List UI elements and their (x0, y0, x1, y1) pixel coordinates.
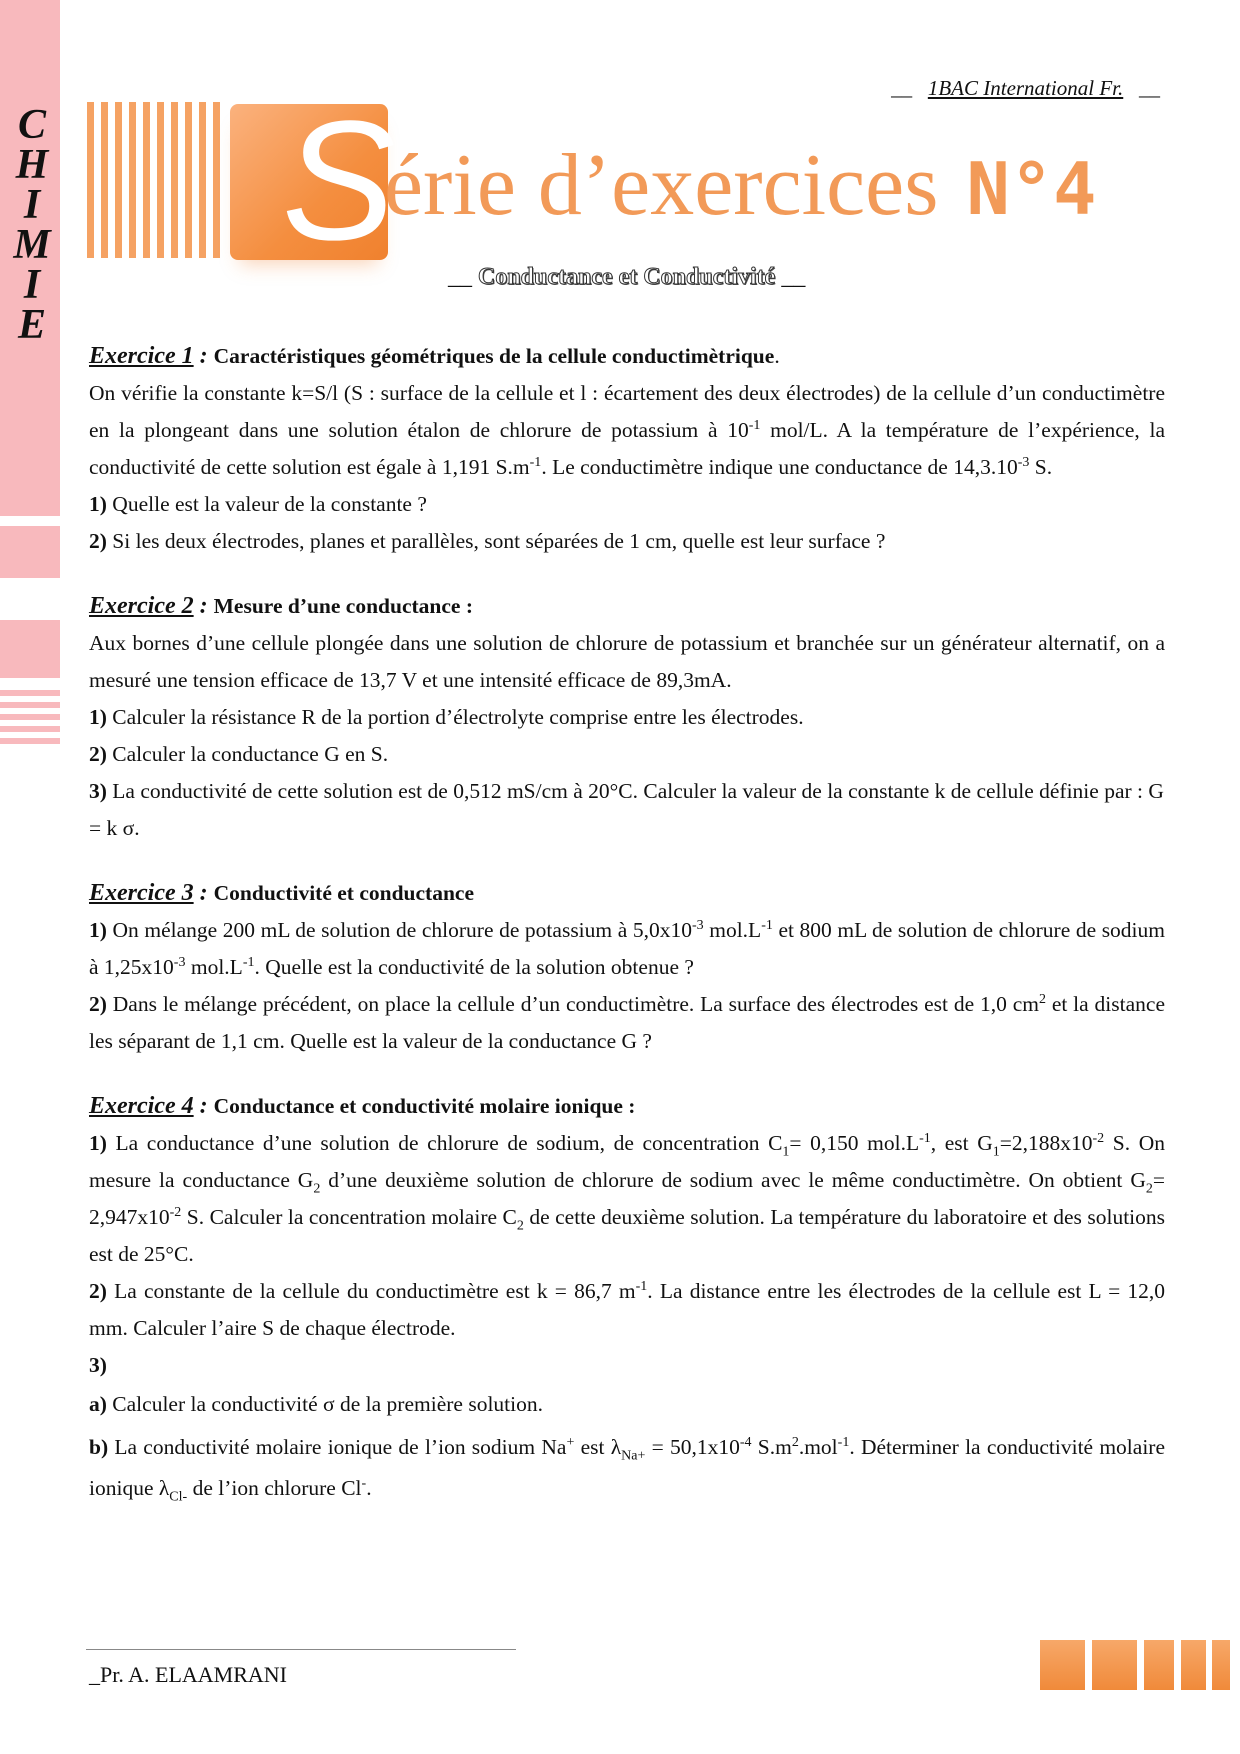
question-text: Si les deux électrodes, planes et parallèles, sont séparées de 1 cm, quelle est leur surface ? (112, 529, 886, 553)
decor-square (1092, 1640, 1137, 1690)
text-run: . Déterminer la conductivité molaire ionique λ (89, 1435, 1166, 1500)
question (89, 1273, 1165, 1347)
subscript: 2 (516, 1218, 524, 1234)
text-run: est λ (574, 1435, 622, 1459)
sub-question (89, 1427, 1165, 1509)
exponent: -3 (691, 917, 704, 933)
decor-square (1040, 1640, 1085, 1690)
text-run: Dans le mélange précédent, on place la cellule d’un conductimètre. La surface des électrodes est de 1,0 cm (112, 992, 1039, 1016)
exercise-label: Exercice 4 (89, 1093, 194, 1119)
question-number: 3) (89, 1353, 107, 1377)
text-run: = 0,150 mol.L (789, 1131, 920, 1155)
question (89, 1347, 1165, 1384)
exponent: -1 (242, 954, 255, 970)
sub-question (89, 1386, 1165, 1423)
text-run: S. (1029, 455, 1053, 479)
left-sidebar (0, 0, 60, 1754)
question-text: Calculer la résistance R de la portion d’électrolyte comprise entre les électrodes. (112, 705, 804, 729)
subtitle-prefix: __ (448, 264, 472, 290)
exercise-3-heading (89, 875, 1165, 912)
class-label (891, 76, 1160, 101)
exercise-4-heading (89, 1088, 1165, 1125)
exponent: -4 (739, 1434, 752, 1450)
sub-question-text: Calculer la conductivité σ de la première solution. (112, 1392, 543, 1416)
exponent: -1 (761, 917, 773, 933)
decor-square (1212, 1640, 1230, 1690)
exponent: -3 (1017, 454, 1030, 470)
heading-colon: : (193, 880, 214, 906)
exercise-label: Exercice 3 (89, 880, 194, 906)
sidebar-band-middle (0, 526, 60, 578)
footer-author: _Pr. A. ELAAMRANI (89, 1662, 288, 1687)
decor-bar (199, 102, 206, 258)
text-run: mol/L. A la température de l’expérience, la conductivité de cette solution est égale à 1,191 S.m (89, 418, 1165, 479)
footer-divider (86, 1649, 516, 1650)
subscript: Na+ (621, 1448, 646, 1464)
exponent: -3 (173, 954, 186, 970)
question (89, 912, 1165, 986)
exercise-label: Exercice 1 (89, 343, 194, 369)
question (89, 986, 1165, 1060)
exercise-2-heading (89, 588, 1165, 625)
subscript: 2 (1145, 1181, 1153, 1197)
subject-letter: I (23, 182, 41, 228)
question (89, 699, 1165, 736)
question-number: 2) (89, 529, 107, 553)
text-run: .mol (798, 1435, 838, 1459)
text-run: S.m (751, 1435, 792, 1459)
subscript: 2 (313, 1181, 321, 1197)
text-run: = 50,1x10 (645, 1435, 740, 1459)
subject-letter: I (23, 262, 41, 308)
text-run: La conductance d’une solution de chlorure de sodium, de concentration C (115, 1131, 783, 1155)
question-number: 1) (89, 1131, 107, 1155)
series-number: N°4 (966, 147, 1097, 231)
exercise-1-heading: Exercice 1 : Caractéristiques géométriques de la cellule conductimètrique. (89, 343, 780, 369)
page-subtitle (448, 264, 805, 291)
question-number: 2) (89, 1279, 107, 1303)
text-run: . La distance entre les électrodes de la cellule est L = 12,0 mm. Calculer l’aire S de chaque électrode. (89, 1279, 1165, 1340)
sidebar-stripe (0, 738, 60, 744)
text-run: La conductivité molaire ionique de l’ion sodium Na (114, 1435, 567, 1459)
question-number: 2) (89, 742, 107, 766)
question-text: La conductivité de cette solution est de 0,512 mS/cm à 20°C. Calculer la valeur de la constante k de cellule définie par : G = k σ. (89, 779, 1164, 840)
subject-vertical-label (12, 102, 52, 348)
text-run: mol.L (703, 918, 762, 942)
title-initial-box (230, 86, 396, 276)
sidebar-stripe (0, 726, 60, 732)
exponent: -1 (748, 417, 761, 433)
decor-bar (129, 102, 136, 258)
page-title-text: érie d’exercices (384, 137, 939, 234)
exercise-1-intro (89, 375, 1165, 486)
text-run: de cette deuxième solution. La température du laboratoire et des solutions est de 25°C. (89, 1205, 1166, 1266)
sidebar-stripe (0, 702, 60, 708)
subject-letter: C (17, 102, 46, 148)
exercise-title: Mesure d’une conductance : (213, 594, 474, 618)
text-run: , est G (930, 1131, 993, 1155)
question-number: 1) (89, 705, 107, 729)
question-text: Calculer la conductance G en S. (112, 742, 389, 766)
question-text: Quelle est la valeur de la constante ? (112, 492, 427, 516)
spacer (89, 1060, 1165, 1088)
class-prefix: __ (891, 76, 913, 100)
exponent: -1 (837, 1434, 850, 1450)
class-name: 1BAC International Fr. (927, 76, 1124, 100)
title-initial: S (282, 86, 396, 276)
decor-bar (185, 102, 192, 258)
sub-question-number: a) (89, 1392, 107, 1416)
text-run: On mélange 200 mL de solution de chlorure de potassium à 5,0x10 (112, 918, 692, 942)
decor-bar (213, 102, 220, 258)
question (89, 486, 1165, 523)
subject-letter: E (17, 302, 46, 348)
question (89, 1125, 1165, 1273)
decor-square (1144, 1640, 1174, 1690)
exponent: -2 (169, 1204, 182, 1220)
subtitle-suffix: __ (781, 264, 806, 290)
exponent: -1 (635, 1278, 648, 1294)
exercise-label: Exercice 2 (89, 593, 194, 619)
sidebar-stripe (0, 690, 60, 696)
exercise-list (89, 338, 1165, 1509)
text-run: =2,188x10 (999, 1131, 1093, 1155)
heading-colon: : (193, 343, 214, 369)
text-run: et la distance les séparant de 1,1 cm. Quelle est la valeur de la conductance G ? (89, 992, 1165, 1053)
spacer (89, 847, 1165, 875)
question-number: 3) (89, 779, 107, 803)
text-run: et 800 mL de solution de chlorure de sodium à 1,25x10 (89, 918, 1166, 979)
question-number: 1) (89, 492, 107, 516)
class-suffix: __ (1139, 76, 1160, 100)
heading-colon: : (193, 593, 214, 619)
page-title (384, 136, 1097, 239)
text-run: . (366, 1476, 372, 1500)
decor-bar (101, 102, 108, 258)
text-run: On vérifie la constante k=S/l (S : surface de la cellule et l : écartement des deux électrodes) de la cellule d’un conductimètre en la plongeant dans une solution étalon de chlorure de potassium à 10 (89, 381, 1165, 442)
text-run: . Quelle est la conductivité de la solution obtenue ? (254, 955, 694, 979)
question-number: 2) (89, 992, 107, 1016)
exponent: + (566, 1434, 575, 1450)
text-run: = 2,947x10 (89, 1168, 1165, 1229)
exercise-title: Conductivité et conductance (213, 881, 474, 905)
subscript: Cl- (169, 1489, 188, 1505)
spacer (89, 560, 1165, 588)
text-run: La constante de la cellule du conductimètre est k = 86,7 m (114, 1279, 636, 1303)
text-run: d’une deuxième solution de chlorure de sodium avec le même conductimètre. On obtient G (320, 1168, 1146, 1192)
subtitle-text: Conductance et Conductivité (478, 264, 776, 290)
heading-colon: : (193, 1093, 214, 1119)
subscript: 1 (992, 1144, 1000, 1160)
exponent: 2 (791, 1434, 799, 1450)
exponent: -2 (1092, 1130, 1105, 1146)
exponent: -1 (529, 454, 542, 470)
exercise-title: Conductance et conductivité molaire ionique : (213, 1094, 636, 1118)
decor-square (1181, 1640, 1206, 1690)
subscript: 1 (782, 1144, 790, 1160)
sidebar-band-lower (0, 620, 60, 678)
text-run: de l’ion chlorure Cl (187, 1476, 362, 1500)
decor-bar (115, 102, 122, 258)
decor-bar (157, 102, 164, 258)
text-run: S. Calculer la concentration molaire C (181, 1205, 517, 1229)
question (89, 773, 1165, 847)
text-run: S. On mesure la conductance G (89, 1131, 1165, 1192)
exponent: - (361, 1475, 367, 1491)
question (89, 523, 1165, 560)
sub-question-number: b) (89, 1435, 109, 1459)
text-run: mol.L (185, 955, 243, 979)
exercise-title: Caractéristiques géométriques de la cellule conductimètrique (213, 344, 775, 368)
text-run: . Le conductimètre indique une conductance de 14,3.10 (541, 455, 1018, 479)
subject-letter: H (15, 142, 49, 188)
exponent: -1 (919, 1130, 931, 1146)
question-number: 1) (89, 918, 107, 942)
question (89, 736, 1165, 773)
decor-bar (171, 102, 178, 258)
exercise-2-intro: Aux bornes d’une cellule plongée dans une solution de chlorure de potassium et branchée sur un générateur alternatif, on a mesuré une tension efficace de 13,7 V et une intensité efficace de 89,3mA. (89, 631, 1165, 692)
decor-bar (143, 102, 150, 258)
subject-letter: M (13, 222, 51, 268)
sidebar-stripe (0, 714, 60, 720)
decor-bar (87, 102, 94, 258)
exponent: 2 (1038, 991, 1046, 1007)
